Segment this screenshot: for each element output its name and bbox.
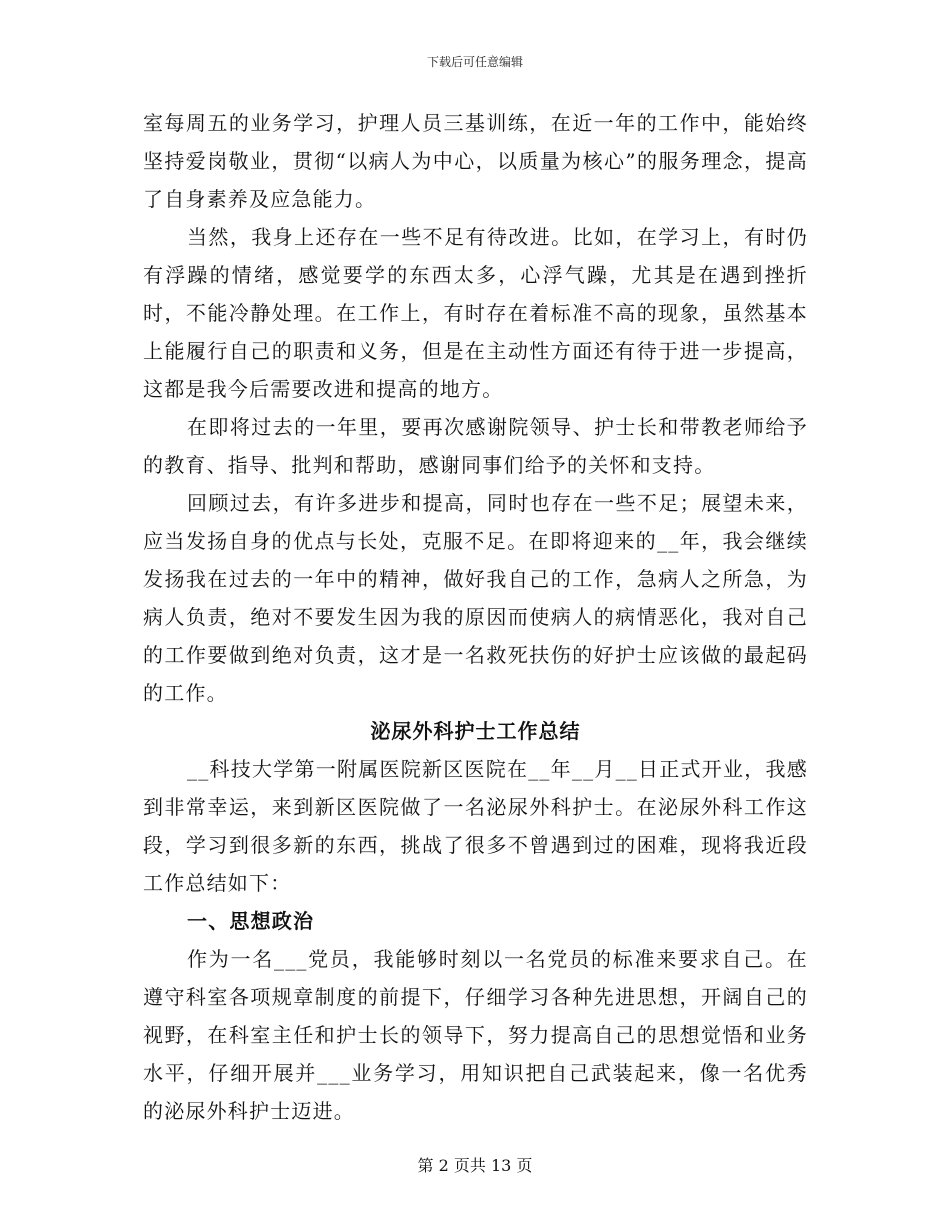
paragraph-ideology: 作为一名___党员，我能够时刻以一名党员的标准来要求自己。在遵守科室各项规章制度的前提下，仔细学习各种先进思想，开阔自己的视野，在科室主任和护士长的领导下，努力提高自己的思想觉悟和业务水平，仔细开展并___业务学习，用知识把自己武装起来，像一名优秀的泌尿外科护士迈进。 bbox=[143, 947, 808, 1123]
heading-ideology: 一、思想政治 bbox=[187, 909, 315, 933]
paragraph-thanks: 在即将过去的一年里，要再次感谢院领导、护士长和带教老师给予的教育、指导、批判和帮助，感谢同事们给予的关怀和支持。 bbox=[143, 415, 808, 477]
paragraph-intro: __科技大学第一附属医院新区医院在__年__月__日正式开业，我感到非常幸运，来到新区医院做了一名泌尿外科护士。在泌尿外科工作这段，学习到很多新的东西，挑战了很多不曾遇到过的困难，现将我近段工作总结如下： bbox=[143, 757, 808, 895]
section-title: 泌尿外科护士工作总结 bbox=[370, 719, 581, 743]
paragraph-continued: 室每周五的业务学习，护理人员三基训练，在近一年的工作中，能始终坚持爱岗敬业，贯彻“以病人为中心，以质量为核心”的服务理念，提高了自身素养及应急能力。 bbox=[143, 111, 808, 211]
page-header: 下载后可任意编辑 bbox=[426, 55, 523, 69]
page-number: 第 2 页共 13 页 bbox=[417, 1156, 533, 1175]
document-body bbox=[143, 104, 808, 1130]
paragraph-outlook: 回顾过去，有许多进步和提高，同时也存在一些不足；展望未来，应当发扬自身的优点与长处，克服不足。在即将迎来的__年，我会继续发扬我在过去的一年中的精神，做好我自己的工作，急病人之所急，为病人负责，绝对不要发生因为我的原因而使病人的病情恶化，我对自己的工作要做到绝对负责，这才是一名救死扶伤的好护士应该做的最起码的工作。 bbox=[143, 491, 808, 705]
paragraph-shortcomings: 当然，我身上还存在一些不足有待改进。比如，在学习上，有时仍有浮躁的情绪，感觉要学的东西太多，心浮气躁，尤其是在遇到挫折时，不能冷静处理。在工作上，有时存在着标准不高的现象，虽然基本上能履行自己的职责和义务，但是在主动性方面还有待于进一步提高，这都是我今后需要改进和提高的地方。 bbox=[143, 225, 808, 401]
